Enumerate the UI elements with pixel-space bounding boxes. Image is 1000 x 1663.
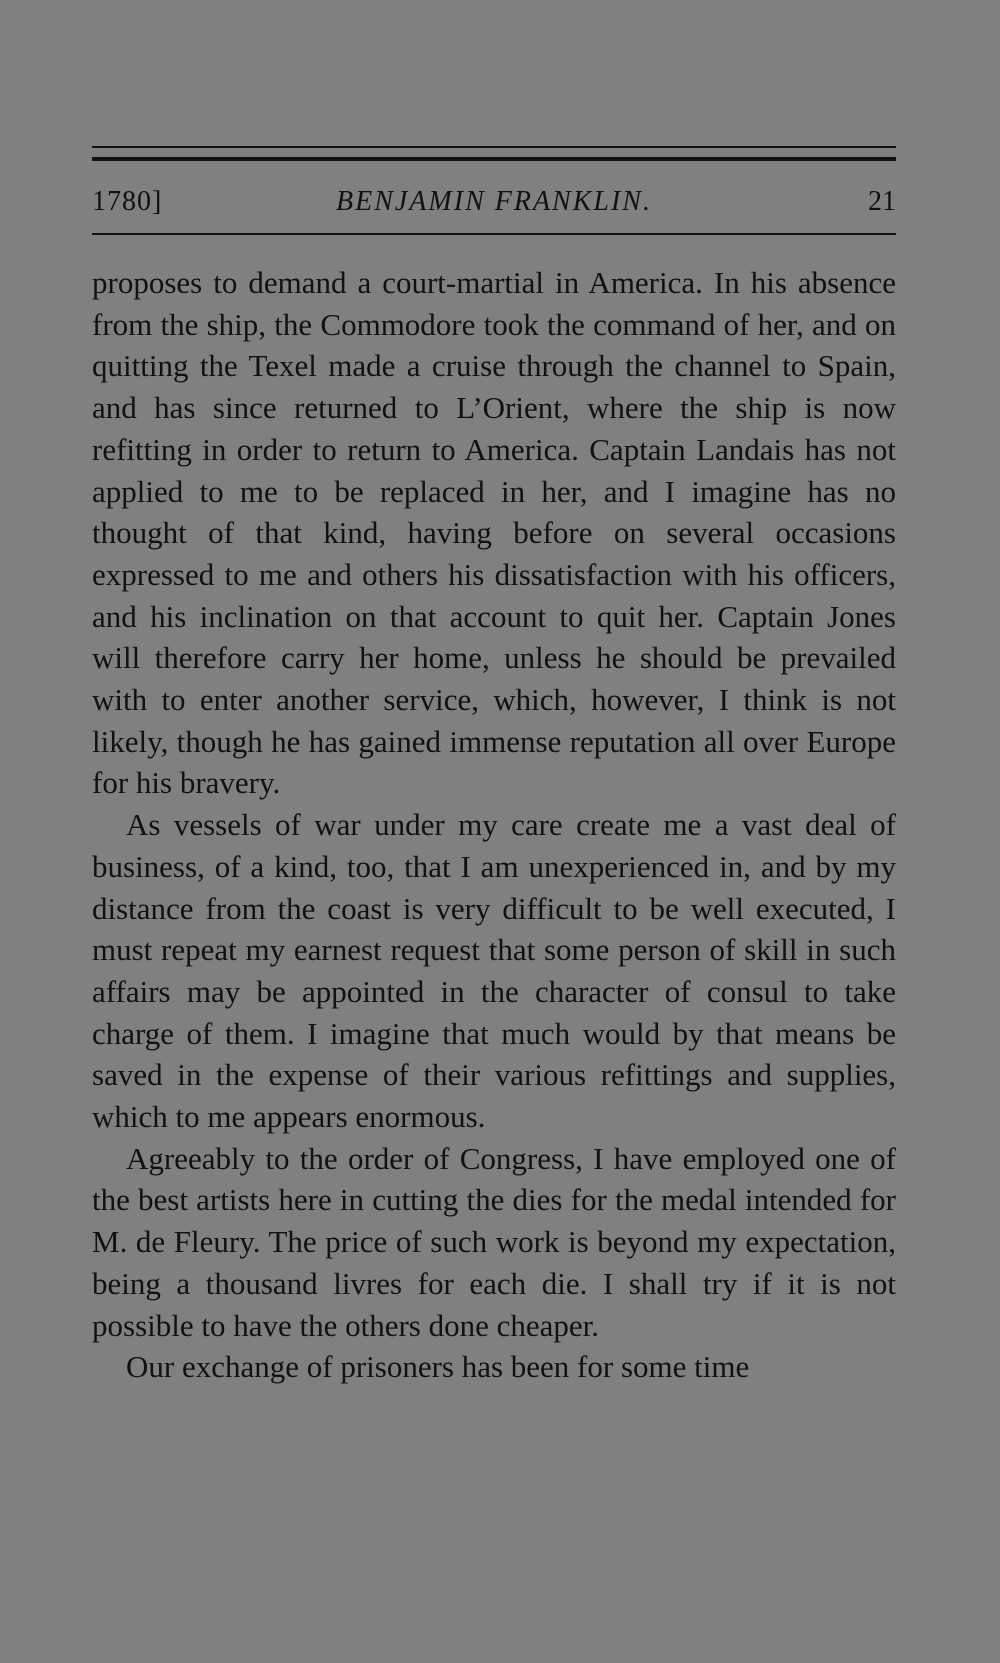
paragraph-vessels-of-war: As vessels of war under my care create me a vast deal of business, of a kind, too, that I am unexperienced in, and by my distance from the coast is very difficult to be well executed, I must repeat my earnest request that some person of skill in such affairs may be appointed in the character of consul to take charge of them. I imagine that much would by that means be saved in the expense of their various refittings and supplies, which to me appears enormous. xyxy=(92,807,896,1135)
running-head xyxy=(92,180,896,224)
paragraph-continued: proposes to demand a court-martial in America. In his absence from the ship, the Commodore took the command of her, and on quitting the Texel made a cruise through the channel to Spain, and has since returned to L’Orient, where the ship is now refitting in order to return to America. Captain Landais has not applied to me to be replaced in her, and I imagine has no thought of that kind, having before on several occasions expressed to me and others his dissatisfaction with his officers, and his inclination on that account to quit her. Captain Jones will therefore carry her home, unless he should be prevailed with to enter another service, which, however, I think is not likely, though he has gained immense reputation all over Europe for his bravery. xyxy=(92,265,896,801)
header-rule-thin xyxy=(92,146,896,148)
running-head-rule xyxy=(92,233,896,235)
paragraph-medal: Agreeably to the order of Congress, I have employed one of the best artists here in cutting the dies for the medal intended for M. de Fleury. The price of such work is beyond my expectation, being a thousand livres for each die. I shall try if it is not possible to have the others done cheaper. xyxy=(92,1140,896,1343)
paragraph-exchange-of-prisoners: Our exchange of prisoners has been for some time xyxy=(126,1349,750,1385)
header-rule-thick xyxy=(92,157,896,161)
running-head-year: 1780] xyxy=(92,186,163,217)
page-number: 21 xyxy=(868,186,896,217)
body-text xyxy=(92,262,896,1388)
running-head-title: BENJAMIN FRANKLIN. xyxy=(336,186,652,217)
